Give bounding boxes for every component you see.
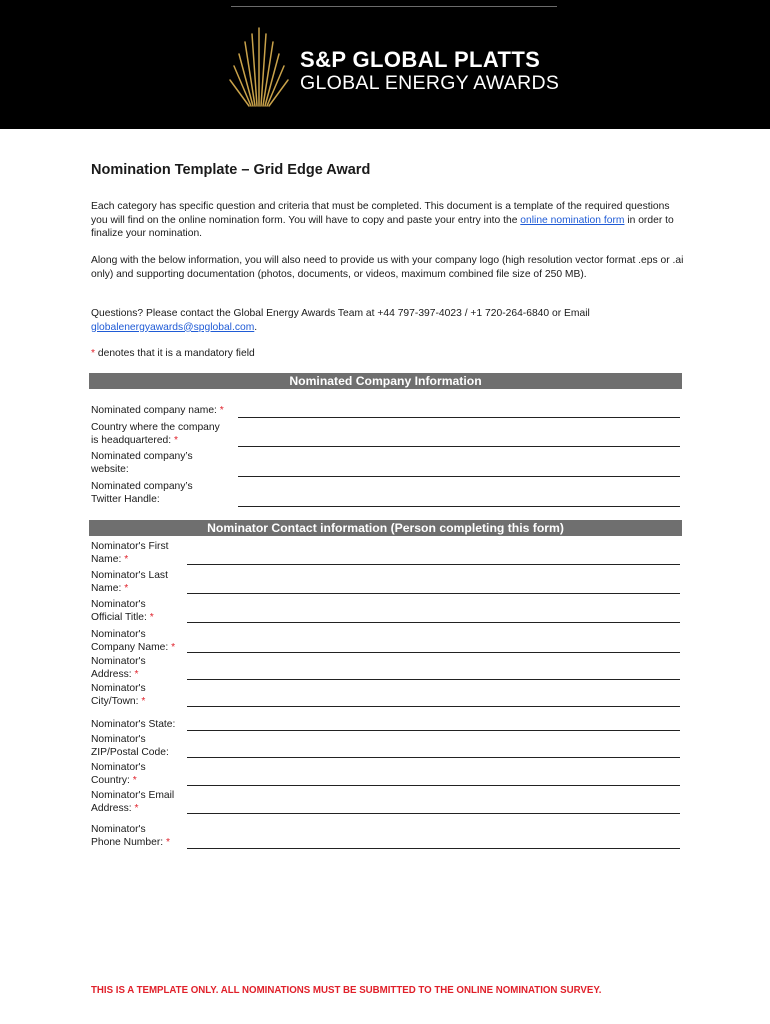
- field-input-line[interactable]: [187, 564, 680, 565]
- field-label-text: Nominator's: [91, 629, 146, 640]
- field-input-line[interactable]: [238, 446, 680, 447]
- field-label: [91, 628, 175, 655]
- contact-trailing: .: [254, 321, 258, 333]
- field-label: [91, 598, 154, 625]
- contact-email-link[interactable]: globalenergyawards@spglobal.com: [91, 321, 255, 333]
- field-label: [91, 421, 220, 448]
- field-label: [91, 450, 193, 477]
- intro-text-end: in order to finalize your nomination.: [91, 214, 674, 240]
- banner-top-rule: [231, 6, 557, 7]
- field-label-text: Nominator's Email: [91, 790, 175, 801]
- field-label: [91, 789, 174, 816]
- field-label-text: Nominator's: [91, 683, 146, 694]
- gold-fan-rays-logo-icon: [225, 26, 293, 110]
- required-asterisk: *: [163, 837, 170, 849]
- field-label-text: is headquartered:: [91, 435, 172, 447]
- field-label-text: Address:: [91, 803, 132, 815]
- field-input-line[interactable]: [187, 706, 680, 707]
- field-label-text: Twitter Handle:: [91, 494, 160, 506]
- field-label-text: Nominator's First: [91, 541, 169, 552]
- field-label-text: Name:: [91, 554, 122, 566]
- field-input-line[interactable]: [187, 622, 680, 623]
- required-asterisk: *: [129, 775, 137, 787]
- required-asterisk: *: [171, 435, 179, 447]
- field-input-line[interactable]: [238, 506, 680, 507]
- section-header-nominator: Nominator Contact information (Person completing this form): [89, 520, 682, 536]
- field-input-line[interactable]: [187, 813, 680, 814]
- field-input-line[interactable]: [187, 785, 680, 786]
- brand-subtitle: GLOBAL ENERGY AWARDS: [300, 72, 560, 94]
- field-label-text: Nominator's Last: [91, 570, 168, 581]
- field-label: [91, 718, 175, 731]
- field-label-text: Phone Number:: [91, 837, 164, 849]
- header-banner: [0, 0, 770, 129]
- required-asterisk: *: [121, 583, 129, 595]
- field-input-line[interactable]: [238, 476, 680, 477]
- field-label-text: Address:: [91, 669, 132, 681]
- field-input-line[interactable]: [187, 679, 680, 680]
- field-input-line[interactable]: [187, 730, 680, 731]
- field-input-line[interactable]: [187, 848, 680, 849]
- required-asterisk: *: [138, 696, 146, 708]
- field-label: [91, 404, 224, 417]
- required-asterisk: *: [216, 405, 224, 416]
- required-asterisk: *: [91, 348, 96, 359]
- field-label: [91, 569, 168, 596]
- document-title: Nomination Template – Grid Edge Award: [91, 162, 371, 178]
- mandatory-note-text: denotes that it is a mandatory field: [95, 348, 255, 359]
- contact-text: Questions? Please contact the Global Energy Awards Team at +44 797-397-4023 / +1 720-264-6840 or Email: [91, 308, 590, 319]
- field-label-text: Nominator's: [91, 762, 146, 773]
- field-label-text: Nominator's State:: [91, 719, 176, 730]
- required-asterisk: *: [131, 803, 139, 815]
- field-label: [91, 761, 146, 788]
- contact-paragraph: [91, 307, 686, 334]
- field-label-text: Country where the company: [91, 422, 220, 433]
- required-asterisk: *: [168, 642, 176, 654]
- field-label-text: ZIP/Postal Code:: [91, 747, 169, 759]
- field-label-text: Nominator's: [91, 824, 146, 835]
- intro-text: Each category has specific question and criteria that must be completed. This document is a template of the required questions you will find on the online nomination form. You will have to copy and paste your entry into the: [91, 201, 670, 226]
- field-label: [91, 823, 170, 850]
- required-asterisk: *: [121, 554, 129, 566]
- online-nomination-form-link[interactable]: online nomination form: [520, 214, 625, 226]
- field-label-text: Nominator's: [91, 599, 146, 610]
- section-header-company: Nominated Company Information: [89, 373, 682, 389]
- materials-paragraph: Along with the below information, you will also need to provide us with your company logo (high resolution vector format .eps or .ai only) and supporting documentation (photos, documents, or videos, maximum combined file size of 250 MB).: [91, 255, 684, 280]
- field-label-text: Nominated company name:: [91, 405, 217, 416]
- field-label: [91, 480, 193, 507]
- mandatory-note: [91, 347, 686, 361]
- field-input-line[interactable]: [187, 593, 680, 594]
- field-input-line[interactable]: [238, 417, 680, 418]
- brand-name: S&P GLOBAL PLATTS: [300, 47, 541, 72]
- field-label-text: Company Name:: [91, 642, 169, 654]
- intro-paragraph: [91, 200, 686, 241]
- field-label: [91, 682, 146, 709]
- field-label-text: Official Title:: [91, 612, 147, 624]
- field-label-text: Nominator's: [91, 734, 146, 745]
- field-label-text: Nominated company’s: [91, 451, 193, 462]
- field-label-text: City/Town:: [91, 696, 139, 708]
- template-notice: THIS IS A TEMPLATE ONLY. ALL NOMINATIONS MUST BE SUBMITTED TO THE ONLINE NOMINATION SURVEY.: [91, 985, 602, 996]
- required-asterisk: *: [146, 612, 154, 624]
- field-label-text: website:: [91, 464, 129, 476]
- field-label-text: Name:: [91, 583, 122, 595]
- required-asterisk: *: [131, 669, 139, 681]
- field-label-text: Nominated company’s: [91, 481, 193, 492]
- field-label-text: Country:: [91, 775, 130, 787]
- field-label: [91, 733, 169, 760]
- field-label: [91, 540, 169, 567]
- field-label: [91, 655, 146, 682]
- field-input-line[interactable]: [187, 757, 680, 758]
- field-input-line[interactable]: [187, 652, 680, 653]
- field-label-text: Nominator's: [91, 656, 146, 667]
